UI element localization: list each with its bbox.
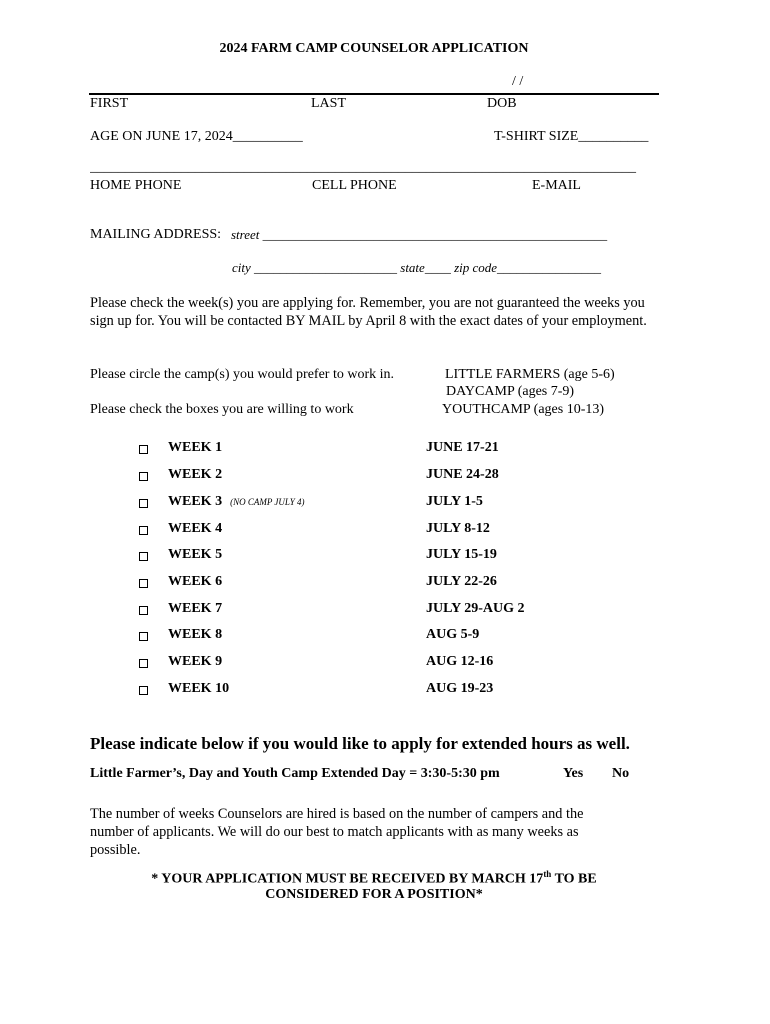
deadline-line-1 (0, 869, 748, 888)
week-1-dates: JUNE 17-21 (426, 440, 499, 455)
extended-yes-option[interactable]: Yes (563, 766, 584, 781)
week-3-dates: JULY 1-5 (426, 494, 483, 509)
week-6-dates: JULY 22-26 (426, 574, 497, 589)
week-10-dates: AUG 19-23 (426, 681, 494, 696)
check-weeks-paragraph: Please check the week(s) you are applying for. Remember, you are not guaranteed the weeks you sign up for. You will be contacted BY MAIL by April 8 with the exact dates of your employment. (90, 295, 647, 329)
counselor-paragraph: The number of weeks Counselors are hired is based on the number of campers and the number of applicants. We will do our best to match applicants with as many weeks as possible. (90, 806, 584, 858)
deadline-line-1-end: TO BE (551, 871, 597, 887)
week-10-label: WEEK 10 (168, 681, 230, 696)
page-title: 2024 FARM CAMP COUNSELOR APPLICATION (219, 41, 529, 56)
week-2-label: WEEK 2 (168, 467, 223, 482)
name-underline (89, 93, 659, 95)
extended-day-line: Little Farmer’s, Day and Youth Camp Extended Day = 3:30-5:30 pm (90, 766, 500, 781)
mailing-address-label: MAILING ADDRESS: (90, 227, 222, 242)
week-9-checkbox[interactable] (139, 659, 148, 668)
week-10-checkbox[interactable] (139, 686, 148, 695)
week-8-checkbox[interactable] (139, 632, 148, 641)
dob-label: DOB (487, 96, 517, 111)
dob-slashes: / / (512, 74, 524, 89)
week-3-label-text: WEEK 3 (168, 494, 223, 509)
week-7-dates: JULY 29-AUG 2 (426, 601, 525, 616)
home-phone-label: HOME PHONE (90, 178, 182, 193)
week-5-label: WEEK 5 (168, 547, 223, 562)
age-field[interactable]: AGE ON JUNE 17, 2024__________ (90, 129, 303, 144)
camp-option-youthcamp[interactable]: YOUTHCAMP (ages 10-13) (442, 402, 605, 417)
week-4-label: WEEK 4 (168, 521, 223, 536)
week-5-dates: JULY 15-19 (426, 547, 497, 562)
week-9-label: WEEK 9 (168, 654, 223, 669)
street-field[interactable]: street _____________________________________________________ (231, 227, 608, 242)
week-1-label: WEEK 1 (168, 440, 223, 455)
week-3-note: (NO CAMP JULY 4) (230, 497, 305, 507)
week-5-checkbox[interactable] (139, 552, 148, 561)
check-boxes-prompt: Please check the boxes you are willing to work (90, 402, 354, 417)
week-8-dates: AUG 5-9 (426, 627, 480, 642)
deadline-superscript: th (543, 869, 552, 879)
week-7-label: WEEK 7 (168, 601, 223, 616)
deadline-line-1-text: * YOUR APPLICATION MUST BE RECEIVED BY MARCH 17 (151, 871, 544, 887)
camp-option-daycamp[interactable]: DAYCAMP (ages 7-9) (446, 384, 575, 399)
tshirt-size-field[interactable]: T-SHIRT SIZE__________ (494, 129, 649, 144)
contact-line[interactable]: ______________________________________________________________________________ (90, 160, 636, 175)
last-name-label: LAST (311, 96, 346, 111)
extended-hours-heading: Please indicate below if you would like to apply for extended hours as well. (90, 734, 630, 753)
email-label: E-MAIL (532, 178, 581, 193)
city-state-zip-field[interactable]: city ______________________ state____ zip code________________ (232, 260, 602, 275)
week-9-dates: AUG 12-16 (426, 654, 494, 669)
week-7-checkbox[interactable] (139, 606, 148, 615)
week-3-label (168, 494, 304, 510)
week-1-checkbox[interactable] (139, 445, 148, 454)
extended-no-option[interactable]: No (612, 766, 630, 781)
week-2-dates: JUNE 24-28 (426, 467, 499, 482)
camp-option-little-farmers[interactable]: LITTLE FARMERS (age 5-6) (445, 367, 615, 382)
week-6-label: WEEK 6 (168, 574, 223, 589)
week-6-checkbox[interactable] (139, 579, 148, 588)
circle-camp-prompt: Please circle the camp(s) you would prefer to work in. (90, 367, 395, 382)
first-name-label: FIRST (90, 96, 129, 111)
deadline-line-2: CONSIDERED FOR A POSITION* (265, 887, 483, 902)
week-3-checkbox[interactable] (139, 499, 148, 508)
week-4-dates: JULY 8-12 (426, 521, 490, 536)
week-2-checkbox[interactable] (139, 472, 148, 481)
week-8-label: WEEK 8 (168, 627, 223, 642)
cell-phone-label: CELL PHONE (312, 178, 397, 193)
week-4-checkbox[interactable] (139, 526, 148, 535)
